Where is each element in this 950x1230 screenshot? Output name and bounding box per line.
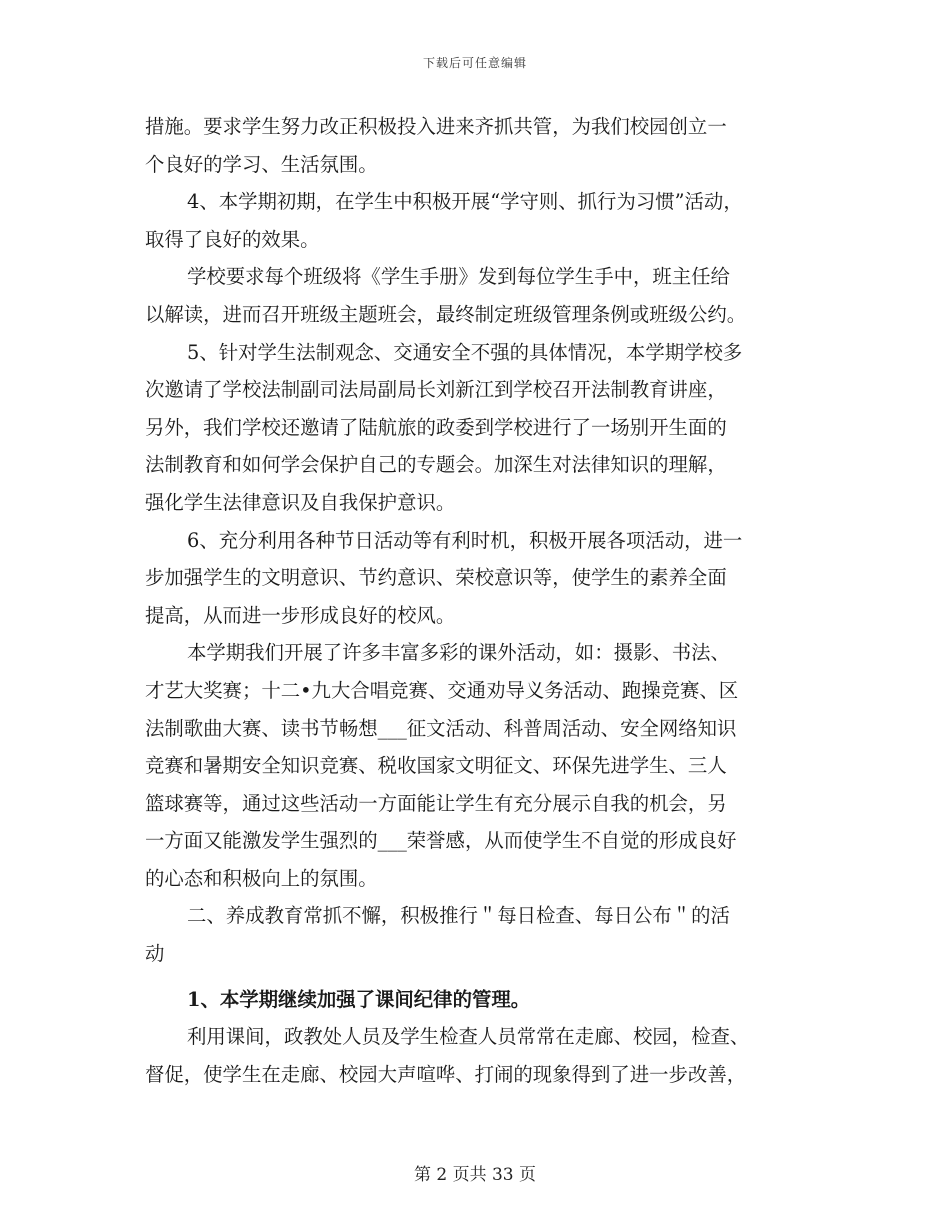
subsection-heading: 1、本学期继续加强了课间纪律的管理。 <box>187 987 531 1011</box>
text-line: 的心态和积极向上的氛围。 <box>145 866 378 890</box>
text-line: 另外，我们学校还邀请了陆航旅的政委到学校进行了一场别开生面的 <box>145 415 727 439</box>
text-line: 以解读，进而召开班级主题班会，最终制定班级管理条例或班级公约。 <box>145 302 747 326</box>
text-line: 才艺大奖赛；十二•九大合唱竞赛、交通劝导义务活动、跑操竞赛、区 <box>145 678 739 702</box>
text-line: 措施。要求学生努力改正积极投入进来齐抓共管，为我们校园创立一 <box>145 115 727 138</box>
text-line: 篮球赛等，通过这些活动一方面能让学生有充分展示自我的机会，另 <box>145 791 727 815</box>
page-footer: 第 2 页共 33 页 <box>413 1165 537 1185</box>
section-heading: 二、养成教育常抓不懈，积极推行＂每日检查、每日公布＂的活 <box>187 904 730 928</box>
text-line: 强化学生法律意识及自我保护意识。 <box>145 490 456 514</box>
text-line: 提高，从而进一步形成良好的校风。 <box>145 603 456 627</box>
text-line: 一方面又能激发学生强烈的___荣誉感，从而使学生不自觉的形成良好 <box>145 829 737 853</box>
text-line: 5、针对学生法制观念、交通安全不强的具体情况，本学期学校多 <box>187 340 743 364</box>
text-line: 利用课间，政教处人员及学生检查人员常常在走廊、校园，检查、 <box>187 1025 750 1049</box>
text-line: 本学期我们开展了许多丰富多彩的课外活动，如：摄影、书法、 <box>187 641 730 665</box>
text-line: 4、本学期初期，在学生中积极开展“学守则、抓行为习惯”活动， <box>187 190 743 214</box>
spacer <box>145 973 817 981</box>
text-line: 法制歌曲大赛、读书节畅想___征文活动、科普周活动、安全网络知识 <box>145 716 737 740</box>
section-heading-continued: 动 <box>145 942 165 966</box>
text-line: 步加强学生的文明意识、节约意识、荣校意识等，使学生的素养全面 <box>145 566 727 590</box>
text-line: 学校要求每个班级将《学生手册》发到每位学生手中，班主任给 <box>187 265 730 289</box>
text-line: 6、充分利用各种节日活动等有利时机，积极开展各项活动，进一 <box>187 528 743 552</box>
text-line: 个良好的学习、生活氛围。 <box>145 152 378 176</box>
page-header: 下载后可任意编辑 <box>422 56 527 70</box>
text-line: 竞赛和暑期安全知识竞赛、税收国家文明征文、环保先进学生、三人 <box>145 754 727 778</box>
text-line: 法制教育和如何学会保护自己的专题会。加深生对法律知识的理解， <box>145 453 727 477</box>
body-text <box>145 108 817 1093</box>
text-line: 次邀请了学校法制副司法局副局长刘新江到学校召开法制教育讲座， <box>145 378 727 402</box>
text-line: 取得了良好的效果。 <box>145 227 320 251</box>
text-line: 督促，使学生在走廊、校园大声喧哗、打闹的现象得到了进一步改善， <box>145 1062 747 1086</box>
